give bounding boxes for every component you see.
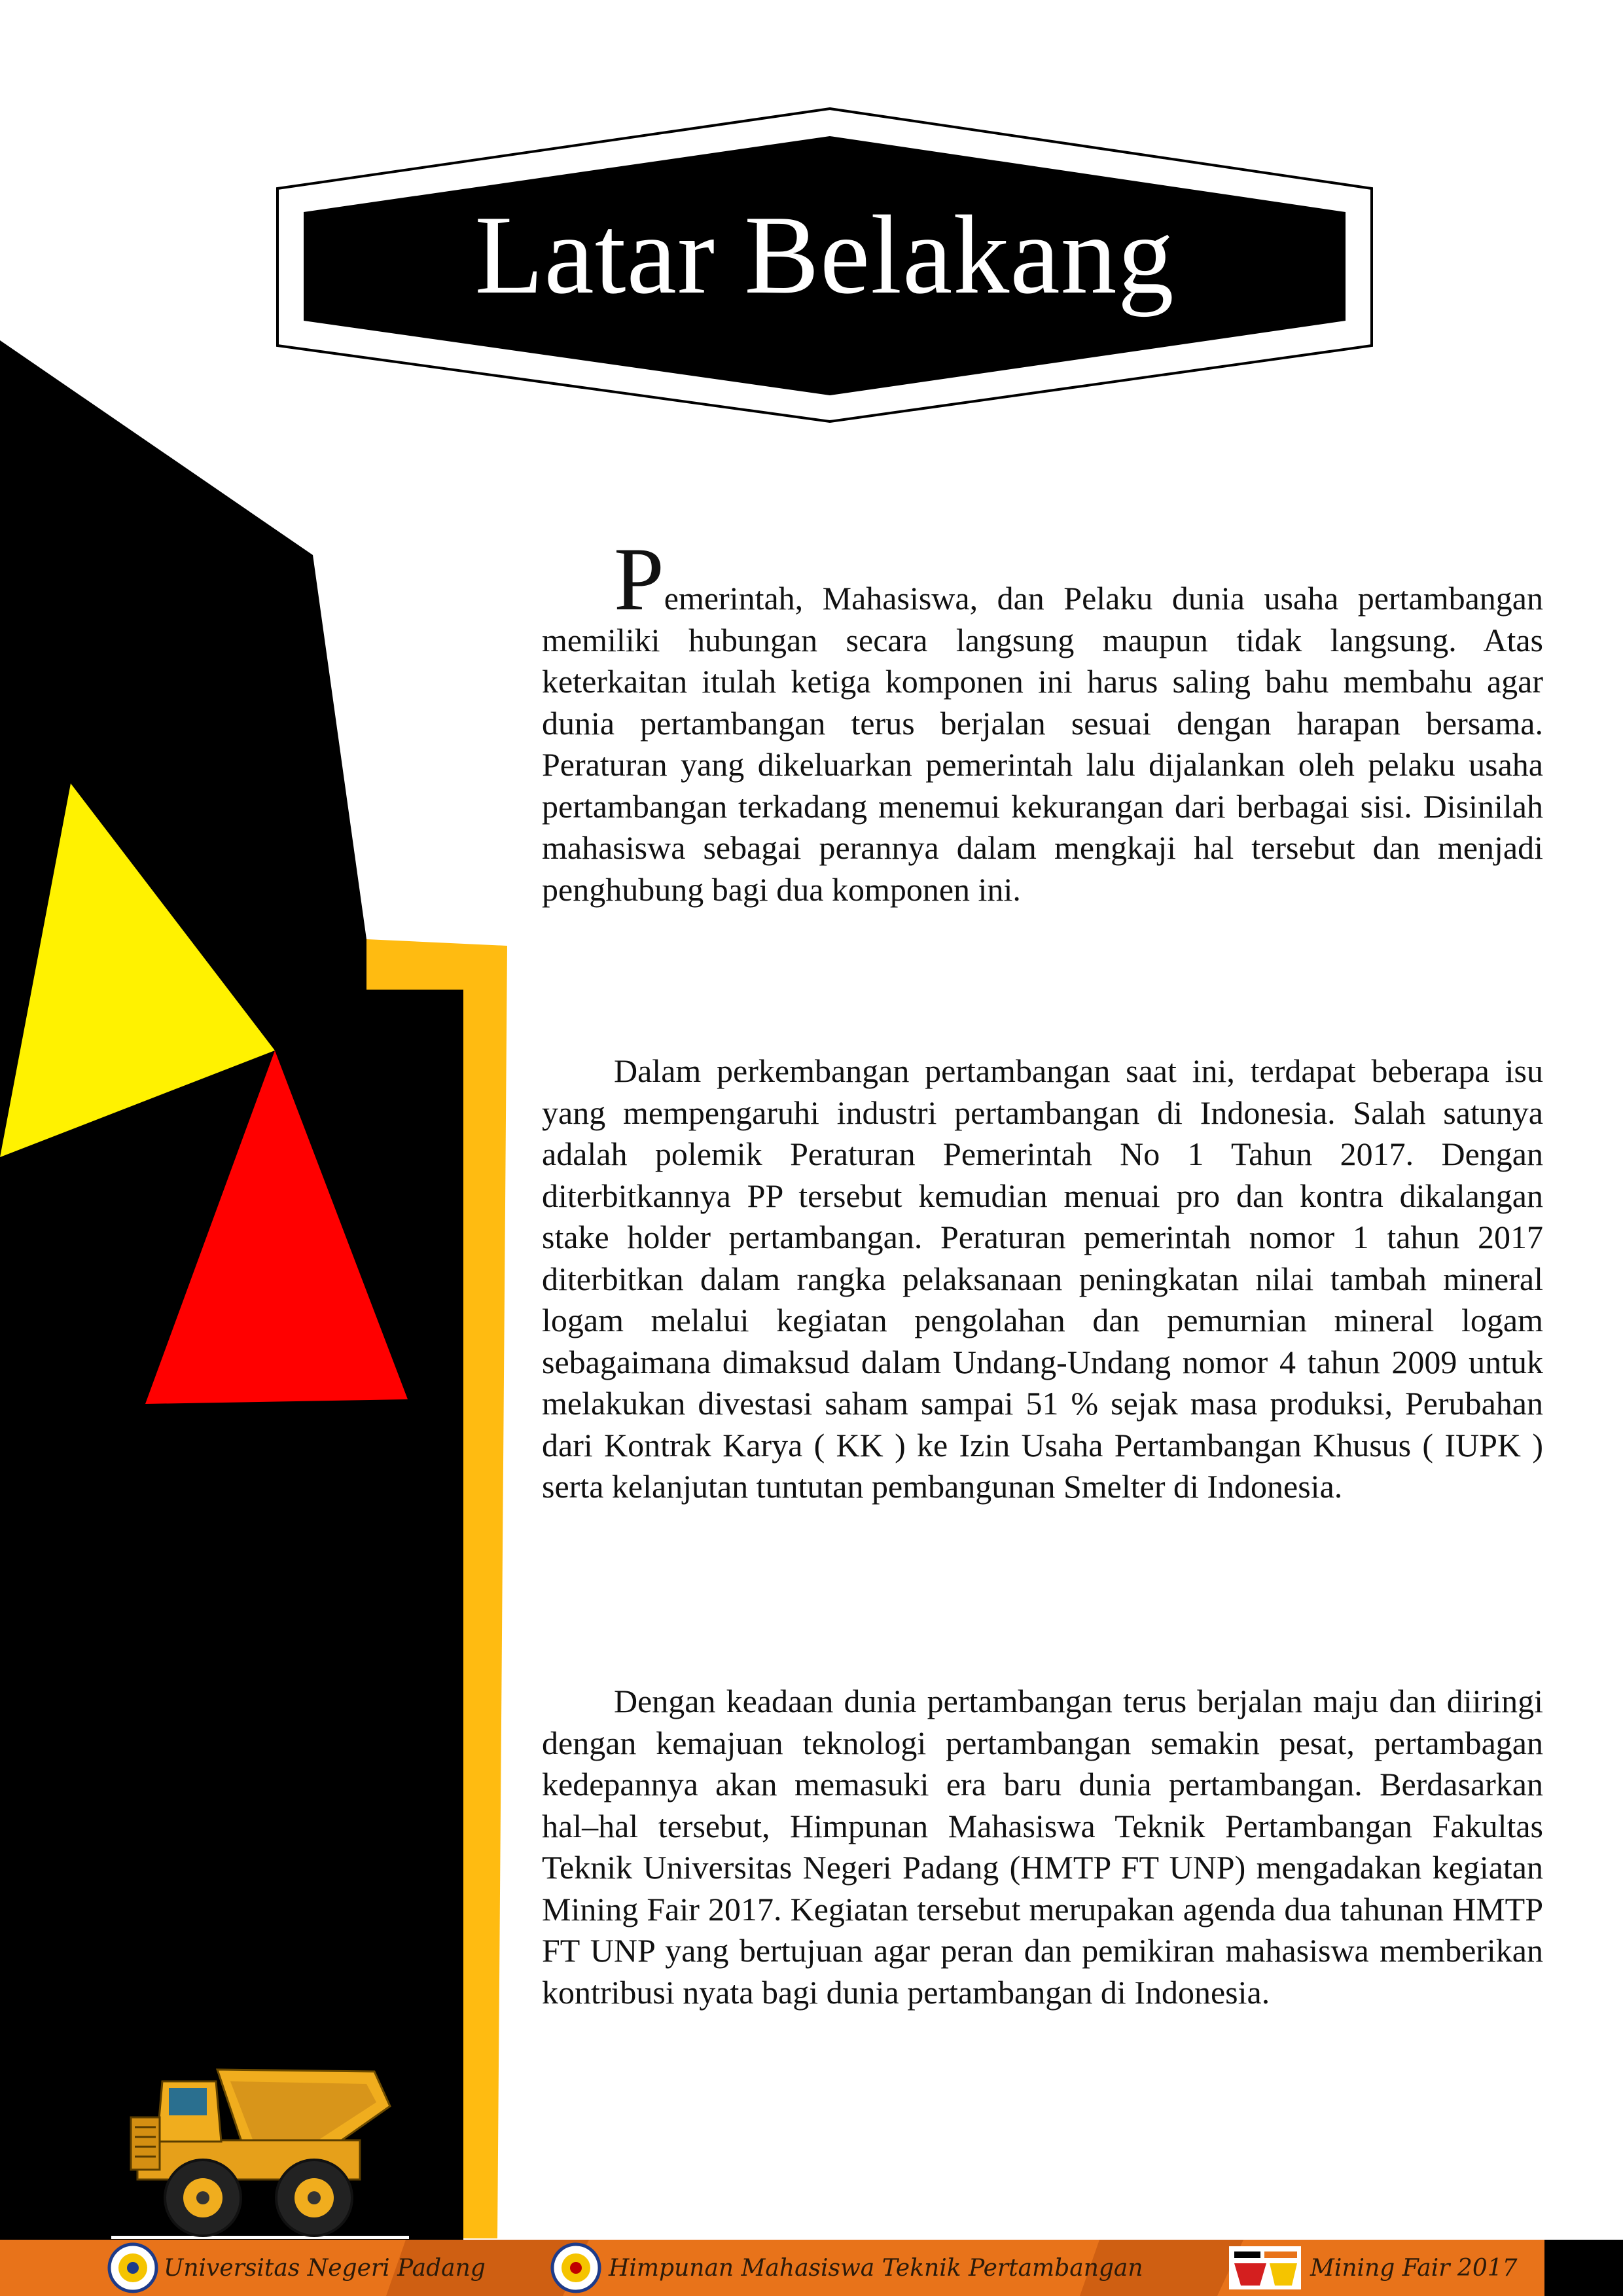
paragraph-2 xyxy=(542,1050,1543,1508)
footer-mining-fair-label: Mining Fair 2017 xyxy=(1310,2254,1518,2282)
title-banner xyxy=(275,105,1374,425)
footer-hmtp-label: Himpunan Mahasiswa Teknik Pertambangan xyxy=(609,2254,1143,2282)
hmtp-logo-icon xyxy=(552,2244,599,2291)
paragraph-3 xyxy=(542,1681,1543,2013)
paragraph-3-text: Dengan keadaan dunia pertambangan terus berjalan maju dan diiringi dengan kemajuan teknologi pertambangan semakin pesat, pertambagan kedepannya akan memasuki era baru dunia pertambangan. Berdasarkan hal–hal tersebut, Himpunan Mahasiswa Teknik Pertambangan Fakultas Teknik Universitas Negeri Padang (HMTP FT UNP) mengadakan kegiatan Mining Fair 2017. Kegiatan tersebut merupakan agenda dua tahunan HMTP FT UNP yang bertujuan agar peran dan pemikiran mahasiswa memberikan kontribusi nyata bagi dunia pertambangan di Indonesia. xyxy=(542,1683,1543,2011)
drop-cap: P xyxy=(614,529,664,629)
unp-logo-icon xyxy=(109,2244,156,2291)
paragraph-2-text: Dalam perkembangan pertambangan saat ini, terdapat beberapa isu yang mempengaruhi industri pertambangan di Indonesia. Salah satunya adalah polemik Peraturan Pemerintah No 1 Tahun 2017. Dengan diterbitkannya PP tersebut kemudian menuai pro dan kontra dikalangan stake holder pertambangan. Peraturan pemerintah nomor 1 tahun 2017 diterbitkan dalam rangka pelaksanaan peningkatan nilai tambah mineral logam melalui kegiatan pengolahan dan pemurnian mineral logam sebagaimana dimaksud dalam Undang-Undang nomor 4 tahun 2009 untuk melakukan divestasi saham sampai 51 % sejak masa produksi, Perubahan dari Kontrak Karya ( KK ) ke Izin Usaha Pertambangan Khusus ( IUPK ) serta kelanjutan tuntutan pembangunan Smelter di Indonesia. xyxy=(542,1052,1543,1505)
footer-unp-label: Universitas Negeri Padang xyxy=(164,2254,486,2282)
footer-unp xyxy=(164,2241,486,2295)
truck-ground-line xyxy=(111,2236,409,2239)
paragraph-1-text: emerintah, Mahasiswa, dan Pelaku dunia usaha pertambangan memiliki hubungan secara langsung maupun tidak langsung. Atas keterkaitan itulah ketiga komponen ini harus saling bahu membahu agar dunia pertambangan terus berjalan sesuai dengan harapan bersama. Peraturan yang dikeluarkan pemerintah lalu dijalankan oleh pelaku usaha pertambangan terkadang menemui kekurangan dari berbagai sisi. Disinilah mahasiswa sebagai perannya dalam mengkaji hal tersebut dan menjadi penghubung bagi dua komponen ini. xyxy=(542,580,1543,908)
paragraph-1 xyxy=(542,529,1543,910)
mining-fair-logo-icon xyxy=(1229,2246,1301,2289)
footer-hmtp xyxy=(609,2241,1143,2295)
footer-mining-fair xyxy=(1310,2241,1518,2295)
footer-black-end xyxy=(1544,2240,1623,2296)
page-title: Latar Belakang xyxy=(474,192,1175,317)
